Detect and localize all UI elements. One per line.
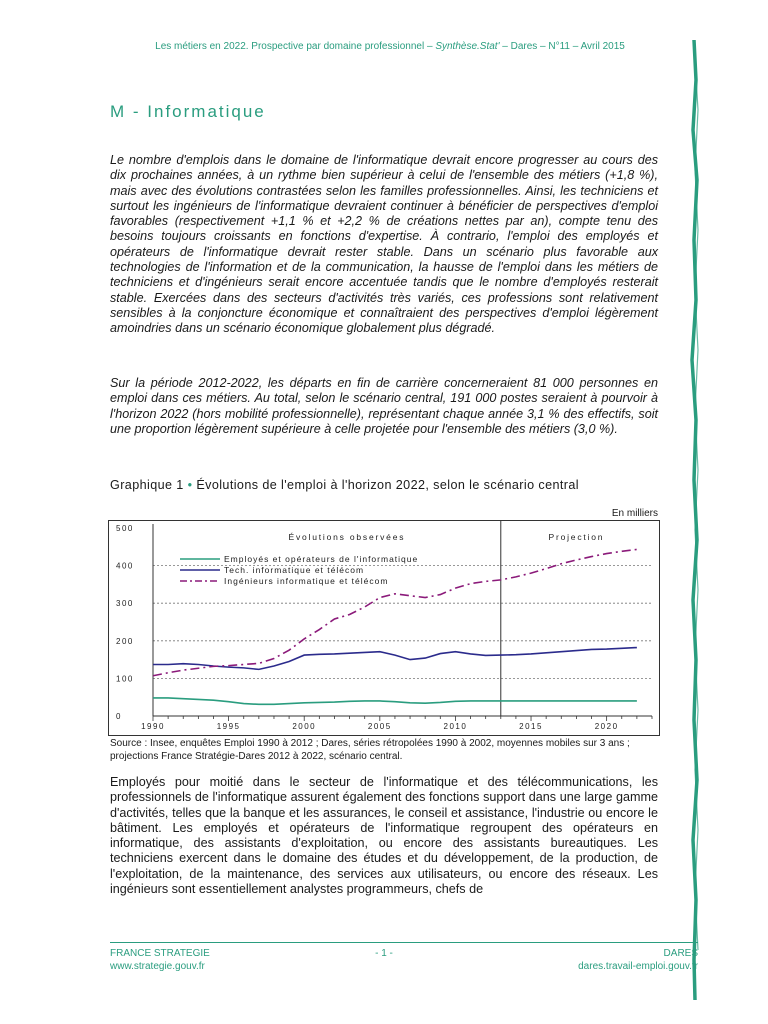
running-head: [110, 41, 670, 52]
footer-org-url-link[interactable]: www.strategie.gouv.fr: [110, 961, 205, 972]
body-paragraph-1: Le nombre d'emplois dans le domaine de l'informatique devrait encore progresser au cours des dix prochaines années, à un rythme bien supérieur à celui de l'ensemble des métiers (+1,8 %), mais avec des évolutions contrastées selon les familles professionnelles. Ainsi, les techniciens et surtout les ingénieurs de l'informatique devraient continuer à bénéficier de perspectives d'emploi favorables (respectivement +1,1 % et +2,2 % de créations nettes par an), compte tenu des besoins toujours croissants en fonctions d'expertise. À contrario, l'emploi des employés et opérateurs de l'informatique devrait rester stable. Dans un scénario plus favorable aux technologies de l'information et de la communication, la hausse de l'emploi dans les métiers de techniciens et d'ingénieurs serait encore accentuée tandis que le nombre d'employés resterait stable. Exercées dans des secteurs d'activités très variés, ces professions sont relativement sensibles à la conjoncture économique et connaîtraient des perspectives d'emploi légèrement amoindries dans un scénario économique globalement plus dégradé.: [110, 153, 658, 336]
graph-caption: [110, 477, 640, 493]
graph-caption-title: Évolutions de l'emploi à l'horizon 2022, selon le scénario central: [192, 478, 579, 492]
x-tick-label: 2015: [519, 722, 543, 731]
y-tick-label: 0: [116, 712, 122, 721]
graph-caption-number: Graphique 1: [110, 478, 188, 492]
footer-divider: [110, 942, 698, 943]
y-tick-label: 300: [116, 599, 134, 609]
unit-label: En milliers: [611, 508, 658, 519]
x-tick-label: 2010: [443, 722, 468, 731]
chart-frame: [109, 521, 660, 736]
legend-label: Ingénieurs informatique et télécom: [224, 576, 389, 586]
employment-line-chart: [108, 520, 660, 736]
period-label-projection: Projection: [548, 532, 605, 542]
x-tick-label: 2020: [594, 722, 619, 731]
running-head-part2: – Dares – N°11 – Avril 2015: [499, 41, 625, 52]
graph-caption-bullet: •: [187, 478, 193, 492]
legend-label: Tech. informatique et télécom: [224, 565, 365, 575]
x-tick-label: 2000: [292, 722, 317, 731]
page-number: - 1 -: [375, 948, 393, 959]
legend-label: Employés et opérateurs de l'informatique: [224, 554, 419, 564]
footer-org-name: FRANCE STRATEGIE: [110, 948, 210, 959]
y-tick-label: 200: [116, 636, 134, 646]
section-title: M - Informatique: [110, 102, 266, 121]
body-paragraph-3: Employés pour moitié dans le secteur de l'informatique et des télécommunications, les professionnels de l'informatique assurent également des fonctions support dans une large gamme d'activités, telles que la banque et les assurances, le conseil et assistance, l'industrie ou encore le bâtiment. Les employés et opérateurs de l'informatique regroupent des opérateurs en informatique, des assistants d'exploitation, ou encore des assistants bureautiques. Les techniciens exercent dans le domaine des études et du développement, de la production, de l'exploitation, de la maintenance, des services aux utilisateurs, ou encore des réseaux. Les ingénieurs sont essentiellement analystes programmeurs, chefs de: [110, 775, 658, 897]
y-tick-label: 400: [116, 561, 134, 571]
running-head-part1: Les métiers en 2022. Prospective par domaine professionnel –: [155, 41, 436, 52]
y-tick-label: 100: [116, 674, 134, 684]
footer-dares-url-link[interactable]: dares.travail-emploi.gouv.fr: [578, 961, 698, 972]
footer-dares-name: DARES: [663, 948, 698, 959]
x-tick-label: 2005: [367, 722, 392, 731]
period-label-observed: Évolutions observées: [288, 532, 406, 542]
x-tick-label: 1995: [216, 722, 241, 731]
running-head-publication: Synthèse.Stat': [435, 41, 500, 52]
body-paragraph-2: Sur la période 2012-2022, les départs en fin de carrière concerneraient 81 000 personnes en emploi dans ces métiers. Au total, selon le scénario central, 191 000 postes seraient à pourvoir à l'horizon 2022 (hors mobilité professionnelle), représentant chaque année 3,1 % des effectifs, soit une proportion légèrement supérieure à celle projetée pour l'ensemble des métiers (3,0 %).: [110, 376, 658, 436]
y-tick-label: 500: [116, 524, 134, 533]
chart-source-note: Source : Insee, enquêtes Emploi 1990 à 2012 ; Dares, séries rétropolées 1990 à 2002, moyennes mobiles sur 3 ans ; projections France Stratégie-Dares 2012 à 2022, scénario central.: [110, 738, 630, 762]
decorative-side-bar: [683, 40, 705, 1000]
x-tick-label: 1990: [141, 722, 165, 731]
